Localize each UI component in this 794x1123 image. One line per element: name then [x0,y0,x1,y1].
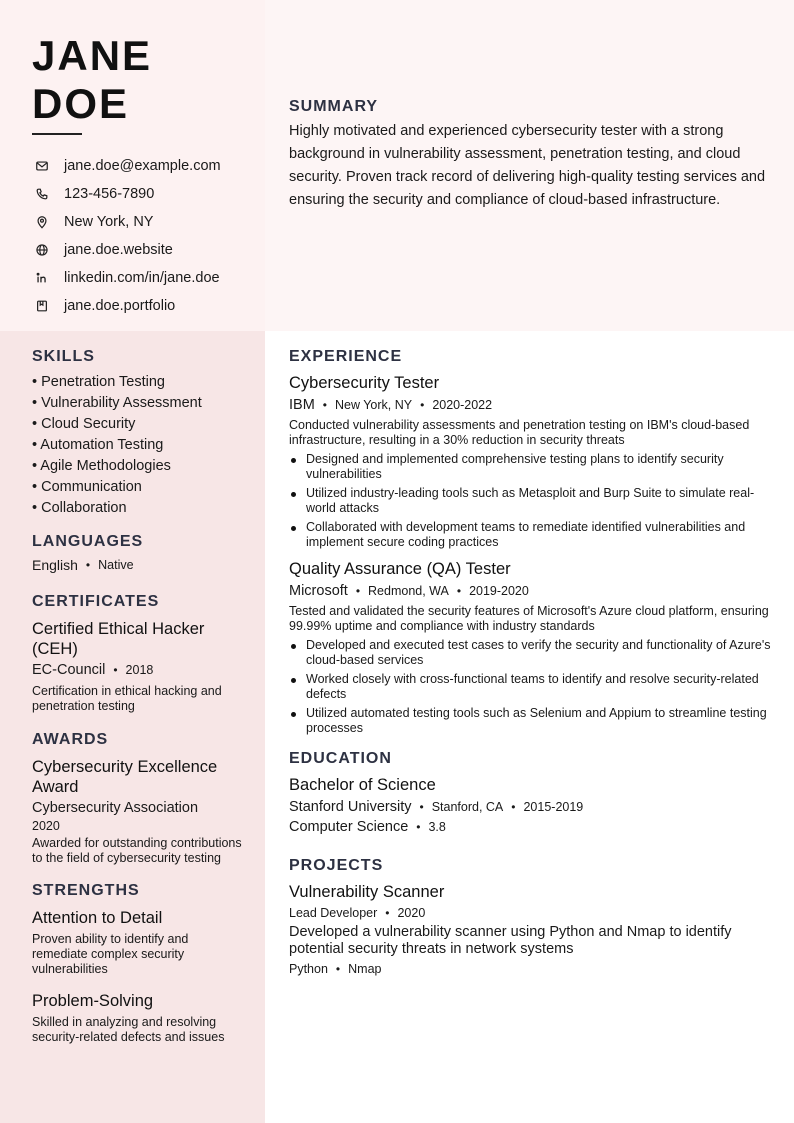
education-field: Computer Science [289,819,409,835]
strength-name: Attention to Detail [32,909,163,927]
experience-section [289,348,771,736]
separator-dot: • [113,663,118,677]
contact-phone-text: 123-456-7890 [64,186,155,202]
education-meta [289,799,771,815]
contact-list [32,152,262,320]
award-name: Cybersecurity Excellence Award [32,758,218,796]
experience-item [289,374,771,550]
education-field-row [289,819,771,835]
languages-heading: LANGUAGES [32,533,144,550]
separator-dot: • [385,906,390,920]
job-meta [289,583,771,599]
globe-icon [32,240,52,260]
skill-item: • Collaboration [32,500,127,516]
job-bullet: Worked closely with cross-functional teams to identify and resolve security-related defects [289,672,771,702]
separator-dot: • [355,584,361,598]
strength-name: Problem-Solving [32,992,154,1010]
sidebar [32,348,247,1045]
contact-website[interactable] [32,236,262,264]
education-dates: 2015-2019 [523,800,584,814]
phone-icon [32,184,52,204]
skills-list [32,372,247,519]
contact-linkedin[interactable] [32,264,262,292]
job-description: Tested and validated the security features of Microsoft's Azure cloud platform, ensuring 99.99% uptime and compliance with industry standards [289,604,769,633]
projects-heading: PROJECTS [289,857,384,874]
award-year: 2020 [32,819,60,833]
separator-dot: • [416,820,421,834]
job-title: Quality Assurance (QA) Tester [289,560,511,578]
location-icon [32,212,52,232]
job-bullet: Designed and implemented comprehensive testing plans to identify security vulnerabilities [289,452,771,482]
job-description: Conducted vulnerability assessments and penetration testing on IBM's cloud-based infrastructure, resulting in a 30% reduction in security threats [289,418,750,447]
summary-text: Highly motivated and experienced cybersecurity tester with a strong background in vulnerability assessment, penetration testing, and cloud security. Proven track record of delivering high-quality testing services and ensuring the security and compliance of cloud-based infrastructure. [289,123,766,208]
summary-heading: SUMMARY [289,98,379,115]
mail-icon [32,156,52,176]
skill-item: • Penetration Testing [32,374,165,390]
contact-portfolio[interactable] [32,292,262,320]
project-tech-item: Python [289,962,328,976]
skill-item: • Cloud Security [32,416,136,432]
skill-item: • Automation Testing [32,437,164,453]
skill-item: • Communication [32,479,142,495]
project-year: 2020 [397,906,426,920]
skill-item: • Vulnerability Assessment [32,395,202,411]
job-title: Cybersecurity Tester [289,374,440,392]
certificate-description: Certification in ethical hacking and penetration testing [32,684,222,713]
certificate-name: Certified Ethical Hacker (CEH) [32,620,205,658]
education-location: Stanford, CA [431,800,504,814]
contact-email-text: jane.doe@example.com [64,158,221,174]
education-section [289,750,771,835]
separator-dot: • [420,398,425,412]
job-dates: 2020-2022 [432,398,493,412]
name-first: JANE [32,32,153,79]
experience-item [289,560,771,736]
main-content [289,348,771,976]
separator-dot: • [322,398,327,412]
contact-portfolio-text: jane.doe.portfolio [64,298,176,314]
language-item [32,557,247,573]
project-tech-item: Nmap [348,962,382,976]
awards-heading: AWARDS [32,731,109,748]
project-description: Developed a vulnerability scanner using Python and Nmap to identify potential security threats in network systems [289,924,732,957]
language-level: Native [98,558,134,572]
job-bullet: Developed and executed test cases to verify the security and functionality of Azure's cloud-based services [289,638,771,668]
separator-dot: • [419,800,424,814]
awards-section [32,731,247,866]
strengths-section [32,882,247,1045]
contact-linkedin-text: linkedin.com/in/jane.doe [64,270,220,286]
separator-dot: • [335,962,341,976]
contact-location [32,208,262,236]
certificates-heading: CERTIFICATES [32,593,160,610]
skills-section [32,348,247,519]
contact-website-text: jane.doe.website [64,242,173,258]
job-location: New York, NY [334,398,413,412]
award-issuer: Cybersecurity Association [32,800,199,816]
job-bullet: Utilized automated testing tools such as Selenium and Appium to streamline testing processes [289,706,771,736]
job-bullets [289,638,771,736]
job-meta [289,397,771,413]
job-dates: 2019-2020 [469,584,529,598]
contact-location-text: New York, NY [64,214,154,230]
job-bullet: Utilized industry-leading tools such as Metasploit and Burp Suite to simulate real-world attacks [289,486,771,516]
project-meta [289,906,771,920]
separator-dot: • [456,584,462,598]
education-gpa: 3.8 [428,820,446,834]
experience-heading: EXPERIENCE [289,348,403,365]
separator-dot: • [511,800,516,814]
skills-heading: SKILLS [32,348,95,365]
name-last: DOE [32,80,130,127]
linkedin-icon [32,268,52,288]
certificate-year: 2018 [125,663,154,677]
language-name: English [32,557,78,573]
strength-description: Skilled in analyzing and resolving security-related defects and issues [32,1015,225,1044]
job-bullet: Collaborated with development teams to remediate identified vulnerabilities and implement secure coding practices [289,520,771,550]
languages-section [32,533,247,573]
job-company: Microsoft [289,583,348,599]
education-heading: EDUCATION [289,750,392,767]
award-description: Awarded for outstanding contributions to the field of cybersecurity testing [32,836,242,865]
certificate-meta [32,662,247,678]
contact-email[interactable] [32,152,262,180]
portfolio-icon [32,296,52,316]
project-name: Vulnerability Scanner [289,883,445,901]
education-degree: Bachelor of Science [289,776,436,794]
project-role: Lead Developer [289,906,378,920]
strengths-heading: STRENGTHS [32,882,140,899]
job-location: Redmond, WA [368,584,449,598]
job-bullets [289,452,771,550]
projects-section [289,857,771,976]
education-school: Stanford University [289,799,412,815]
certificates-section [32,593,247,714]
project-tech [289,962,771,976]
job-company: IBM [289,397,315,413]
name-underline [32,133,82,135]
skill-item: • Agile Methodologies [32,458,171,474]
certificate-issuer: EC-Council [32,662,106,678]
candidate-name [32,32,252,128]
contact-phone[interactable] [32,180,262,208]
separator-dot: • [85,558,91,572]
strength-description: Proven ability to identify and remediate complex security vulnerabilities [32,932,189,976]
summary-section [289,98,769,212]
